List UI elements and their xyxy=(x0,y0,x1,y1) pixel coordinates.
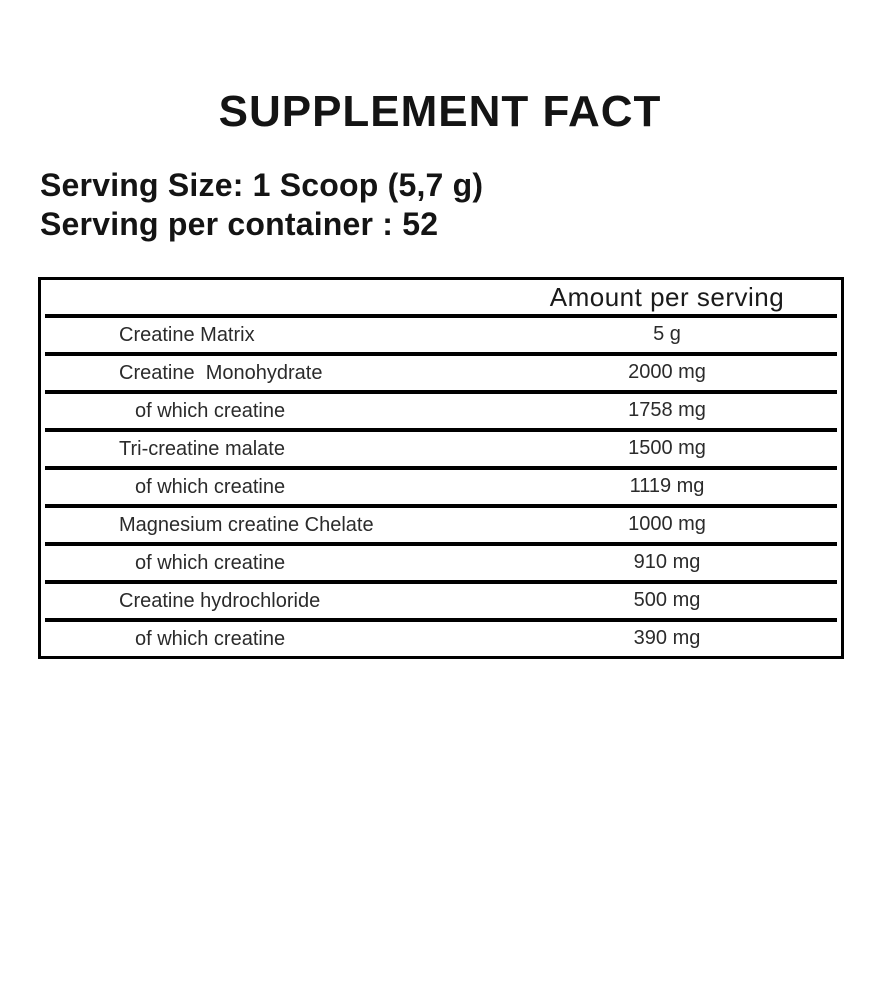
amount-per-serving-header: Amount per serving xyxy=(549,281,785,312)
ingredient-label: Tri-creatine malate xyxy=(119,437,285,460)
serving-info xyxy=(40,166,880,244)
table-row xyxy=(41,584,841,618)
serving-per-container-line: Serving per container : 52 xyxy=(40,206,439,243)
ingredient-amount: 500 mg xyxy=(633,588,701,611)
ingredient-amount: 1000 mg xyxy=(628,512,706,535)
supplement-facts-table xyxy=(38,277,844,659)
ingredient-label: of which creatine xyxy=(135,551,286,574)
ingredient-amount: 5 g xyxy=(653,322,681,345)
table-header-row xyxy=(41,280,841,314)
ingredient-amount: 390 mg xyxy=(633,626,701,649)
table-row xyxy=(41,470,841,504)
serving-size-line: Serving Size: 1 Scoop (5,7 g) xyxy=(40,167,484,204)
ingredient-amount: 1119 mg xyxy=(629,474,705,497)
table-row xyxy=(41,546,841,580)
page-title: SUPPLEMENT FACT xyxy=(218,87,662,136)
ingredient-label: Magnesium creatine Chelate xyxy=(119,513,374,536)
table-row xyxy=(41,356,841,390)
table-body xyxy=(41,314,841,656)
table-row xyxy=(41,508,841,542)
ingredient-label: of which creatine xyxy=(135,475,286,498)
table-row xyxy=(41,318,841,352)
table-row xyxy=(41,622,841,656)
ingredient-amount: 1500 mg xyxy=(628,436,706,459)
ingredient-label: of which creatine xyxy=(135,627,286,650)
ingredient-label: Creatine Matrix xyxy=(119,323,255,346)
table-row xyxy=(41,394,841,428)
ingredient-label: Creatine hydrochloride xyxy=(119,589,321,612)
table-row xyxy=(41,432,841,466)
ingredient-label: Creatine Monohydrate xyxy=(119,361,323,384)
ingredient-amount: 2000 mg xyxy=(628,360,706,383)
ingredient-amount: 1758 mg xyxy=(628,398,706,421)
ingredient-amount: 910 mg xyxy=(633,550,701,573)
ingredient-label: of which creatine xyxy=(135,399,286,422)
